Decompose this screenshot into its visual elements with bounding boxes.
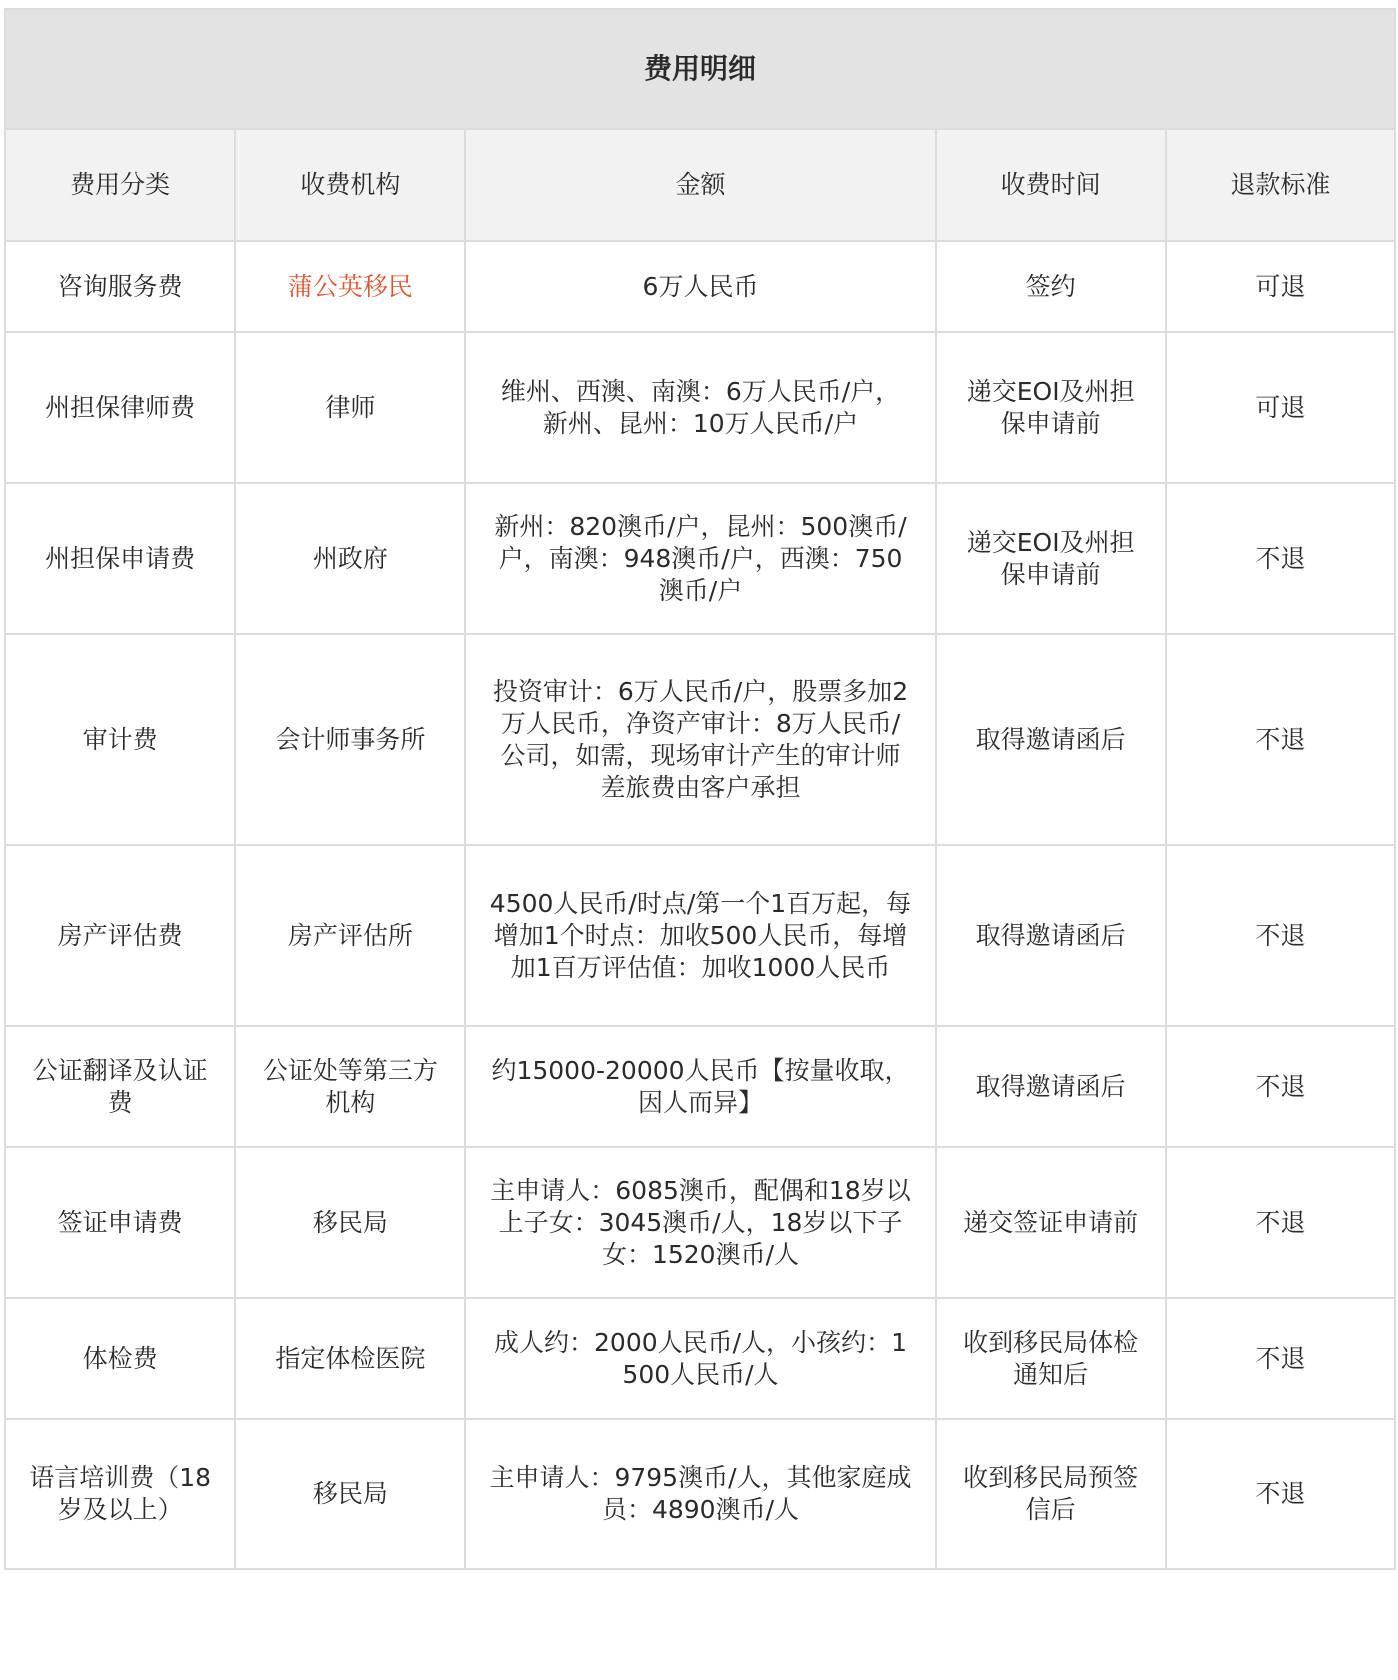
cell-refund: 可退	[1166, 332, 1395, 483]
table-row	[5, 1026, 1395, 1147]
cell-agency-link[interactable]: 蒲公英移民	[235, 241, 465, 332]
cell-time: 收到移民局预签信后	[936, 1419, 1166, 1569]
cell-amount: 新州：820澳币/户，昆州：500澳币/户，南澳：948澳币/户，西澳：750澳币/户	[465, 483, 935, 634]
table-row	[5, 1147, 1395, 1298]
cell-category: 签证申请费	[5, 1147, 235, 1298]
cell-time: 收到移民局体检通知后	[936, 1298, 1166, 1419]
cell-agency: 会计师事务所	[235, 634, 465, 845]
cell-time: 递交EOI及州担保申请前	[936, 483, 1166, 634]
cell-category: 体检费	[5, 1298, 235, 1419]
cell-amount: 主申请人：9795澳币/人，其他家庭成员：4890澳币/人	[465, 1419, 935, 1569]
cell-amount: 4500人民币/时点/第一个1百万起，每增加1个时点：加收500人民币，每增加1百万评估值：加收1000人民币	[465, 845, 935, 1026]
cell-category: 房产评估费	[5, 845, 235, 1026]
cell-time: 取得邀请函后	[936, 634, 1166, 845]
table-row	[5, 332, 1395, 483]
cell-agency: 公证处等第三方机构	[235, 1026, 465, 1147]
cell-agency: 指定体检医院	[235, 1298, 465, 1419]
table-row	[5, 1298, 1395, 1419]
table-title-row	[5, 9, 1395, 129]
cell-refund: 可退	[1166, 241, 1395, 332]
table-title: 费用明细	[5, 9, 1395, 129]
cell-refund: 不退	[1166, 634, 1395, 845]
cell-amount: 成人约：2000人民币/人，小孩约：1500人民币/人	[465, 1298, 935, 1419]
cell-amount: 投资审计：6万人民币/户，股票多加2万人民币，净资产审计：8万人民币/公司，如需，现场审计产生的审计师差旅费由客户承担	[465, 634, 935, 845]
cell-time: 签约	[936, 241, 1166, 332]
cell-refund: 不退	[1166, 1147, 1395, 1298]
cell-category: 咨询服务费	[5, 241, 235, 332]
cell-agency: 律师	[235, 332, 465, 483]
cell-refund: 不退	[1166, 845, 1395, 1026]
header-agency: 收费机构	[235, 129, 465, 241]
cell-agency: 移民局	[235, 1147, 465, 1298]
cell-time: 递交EOI及州担保申请前	[936, 332, 1166, 483]
cell-time: 递交签证申请前	[936, 1147, 1166, 1298]
cell-refund: 不退	[1166, 483, 1395, 634]
cell-refund: 不退	[1166, 1298, 1395, 1419]
cell-agency: 州政府	[235, 483, 465, 634]
table-header-row	[5, 129, 1395, 241]
cell-time: 取得邀请函后	[936, 1026, 1166, 1147]
cell-category: 语言培训费（18岁及以上）	[5, 1419, 235, 1569]
cell-category: 州担保律师费	[5, 332, 235, 483]
cell-agency: 房产评估所	[235, 845, 465, 1026]
cell-agency: 移民局	[235, 1419, 465, 1569]
cell-amount: 约15000-20000人民币【按量收取，因人而异】	[465, 1026, 935, 1147]
table-row	[5, 845, 1395, 1026]
cell-category: 州担保申请费	[5, 483, 235, 634]
cell-refund: 不退	[1166, 1419, 1395, 1569]
table-row	[5, 1419, 1395, 1569]
header-category: 费用分类	[5, 129, 235, 241]
header-refund: 退款标准	[1166, 129, 1395, 241]
table-row	[5, 483, 1395, 634]
cell-category: 公证翻译及认证费	[5, 1026, 235, 1147]
cell-time: 取得邀请函后	[936, 845, 1166, 1026]
header-time: 收费时间	[936, 129, 1166, 241]
table-row	[5, 241, 1395, 332]
cell-refund: 不退	[1166, 1026, 1395, 1147]
cell-amount: 维州、西澳、南澳：6万人民币/户，新州、昆州：10万人民币/户	[465, 332, 935, 483]
fee-table-container	[4, 8, 1396, 1570]
table-row	[5, 634, 1395, 845]
fee-table	[4, 8, 1396, 1570]
cell-amount: 主申请人：6085澳币，配偶和18岁以上子女：3045澳币/人，18岁以下子女：1520澳币/人	[465, 1147, 935, 1298]
cell-amount: 6万人民币	[465, 241, 935, 332]
cell-category: 审计费	[5, 634, 235, 845]
header-amount: 金额	[465, 129, 935, 241]
